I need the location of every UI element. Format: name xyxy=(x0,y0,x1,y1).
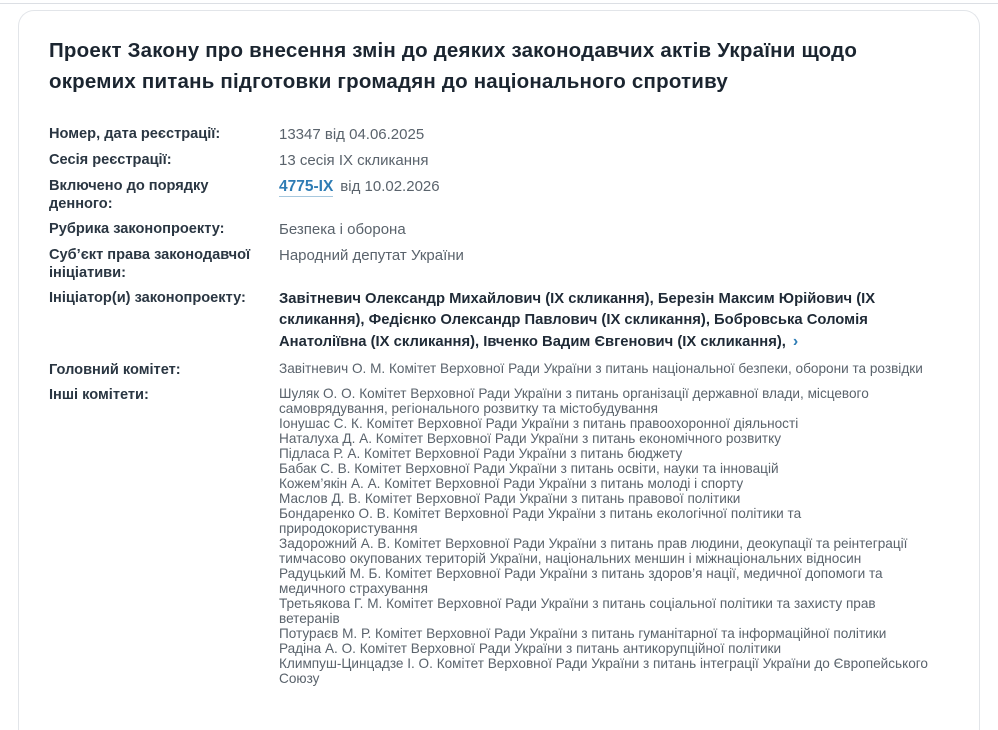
main-committee-label: Головний комітет: xyxy=(49,362,181,378)
initiators-expand-chevron-icon[interactable]: › xyxy=(792,333,799,350)
committee-list-item: Маслов Д. В. Комітет Верховної Ради України з питань правової політики xyxy=(279,491,741,506)
row-initiative-subject xyxy=(49,246,935,282)
initiators-label: Ініціатор(и) законопроекту: xyxy=(49,290,246,306)
agenda-value xyxy=(279,177,935,196)
initiators-names: Завітневич Олександр Михайлович (ІХ скликання), Березін Максим Юрійович (ІХ скликання), Федієнко Олександр Павлович (ІХ скликання), Бобровська Соломія Анатоліївна (ІХ скликання), Івченко Вадим Євгенович (ІХ скликання), xyxy=(279,291,876,350)
bill-card xyxy=(18,10,980,730)
other-committees-list xyxy=(279,386,935,686)
row-registration xyxy=(49,125,935,144)
row-initiators xyxy=(49,289,935,353)
row-rubric xyxy=(49,220,935,239)
initiators-value xyxy=(279,289,935,353)
committee-list-item: Потураєв М. Р. Комітет Верховної Ради України з питань гуманітарної та інформаційної політики xyxy=(279,626,887,641)
rubric-value: Безпека і оборона xyxy=(279,221,406,238)
committee-list-item: Бондаренко О. В. Комітет Верховної Ради України з питань екологічної політики та природокористування xyxy=(279,506,802,536)
committee-list-item: Радіна А. О. Комітет Верховної Ради України з питань антикорупційної політики xyxy=(279,641,782,656)
session-value: 13 сесія IX скликання xyxy=(279,152,429,169)
committee-list-item: Кожем’якін А. А. Комітет Верховної Ради України з питань молоді і спорту xyxy=(279,476,744,491)
agenda-label: Включено до порядку денного: xyxy=(49,178,209,212)
row-other-committees xyxy=(49,386,935,686)
rubric-label: Рубрика законопроекту: xyxy=(49,221,225,237)
row-main-committee xyxy=(49,361,935,379)
agenda-date: від 10.02.2026 xyxy=(340,178,440,195)
committee-list-item: Радуцький М. Б. Комітет Верховної Ради України з питань здоров’я нації, медичної допомоги та медичного страхування xyxy=(279,566,883,596)
agenda-law-link[interactable]: 4775-IX xyxy=(279,178,334,195)
committee-list-item: Наталуха Д. А. Комітет Верховної Ради України з питань економічного розвитку xyxy=(279,431,782,446)
other-committees-label: Інші комітети: xyxy=(49,387,149,403)
row-agenda xyxy=(49,177,935,213)
committee-list-item: Задорожний А. В. Комітет Верховної Ради України з питань прав людини, деокупації та реінтеграції тимчасово окупованих територій України, національних меншин і міжнаціональних відносин xyxy=(279,536,908,566)
session-label: Сесія реєстрації: xyxy=(49,152,172,168)
bill-details xyxy=(49,125,935,686)
row-session xyxy=(49,151,935,170)
committee-list-item: Шуляк О. О. Комітет Верховної Ради України з питань організації державної влади, місцевого самоврядування, регіонального розвитку та містобудування xyxy=(279,386,869,416)
committee-list-item: Бабак С. В. Комітет Верховної Ради України з питань освіти, науки та інновацій xyxy=(279,461,779,476)
committee-list-item: Климпуш-Цинцадзе І. О. Комітет Верховної Ради України з питань інтеграції України до Європейського Союзу xyxy=(279,656,928,686)
registration-label: Номер, дата реєстрації: xyxy=(49,126,221,142)
bill-title: Проект Закону про внесення змін до деяких законодавчих актів України щодо окремих питань підготовки громадян до національного спротиву xyxy=(49,39,858,93)
committee-list-item: Третьякова Г. М. Комітет Верховної Ради України з питань соціальної політики та захисту прав ветеранів xyxy=(279,596,876,626)
committee-list-item: Підласа Р. А. Комітет Верховної Ради України з питань бюджету xyxy=(279,446,683,461)
main-committee-value: Завітневич О. М. Комітет Верховної Ради України з питань національної безпеки, оборони та розвідки xyxy=(279,361,923,376)
initiative-subject-value: Народний депутат України xyxy=(279,247,464,264)
registration-value: 13347 від 04.06.2025 xyxy=(279,126,425,143)
top-divider xyxy=(0,3,998,4)
initiative-subject-label: Суб’єкт права законодавчої ініціативи: xyxy=(49,247,251,281)
committee-list-item: Іонушас С. К. Комітет Верховної Ради України з питань правоохоронної діяльності xyxy=(279,416,799,431)
